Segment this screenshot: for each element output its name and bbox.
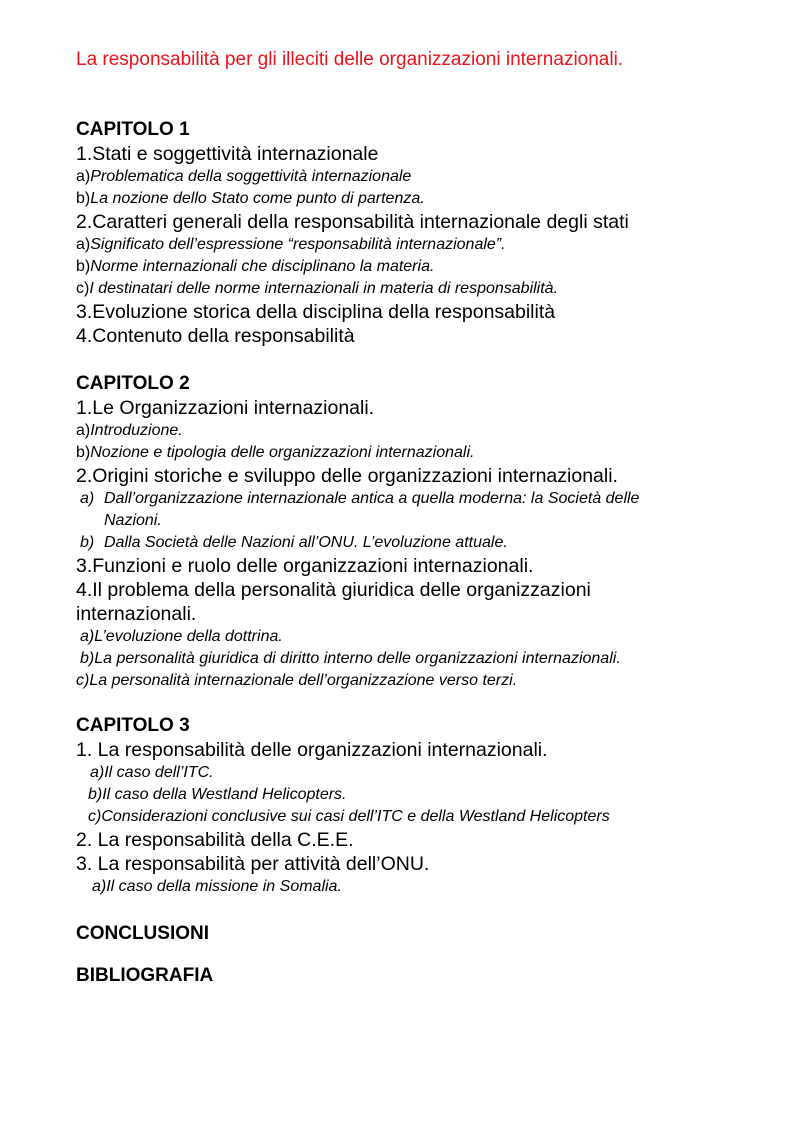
subsection-text: La nozione dello Stato come punto di partenza.: [90, 190, 425, 207]
bibliography-heading: BIBLIOGRAFIA: [76, 965, 214, 986]
subsection-item: [76, 256, 776, 278]
chapter-heading: CAPITOLO 3: [76, 715, 190, 736]
section-item: 3. La responsabilità per attività dell’ONU.: [76, 853, 430, 875]
section-item: 4.Il problema della personalità giuridica delle organizzazioni internazionali.: [76, 579, 591, 625]
subsection-text: b)La personalità giuridica di diritto interno delle organizzazioni internazionali.: [80, 650, 621, 667]
chapter-heading: CAPITOLO 1: [76, 119, 190, 140]
section-item: 4.Contenuto della responsabilità: [76, 325, 355, 347]
subsection-item: [76, 188, 776, 210]
subsection-text: Nozione e tipologia delle organizzazioni internazionali.: [90, 444, 475, 461]
subsection-text: a)Il caso della missione in Somalia.: [92, 878, 342, 895]
subsection-text: Norme internazionali che disciplinano la materia.: [90, 258, 435, 275]
conclusions-heading: CONCLUSIONI: [76, 923, 209, 944]
section-item: 3.Evoluzione storica della disciplina della responsabilità: [76, 301, 556, 323]
section-item: 1. La responsabilità delle organizzazioni internazionali.: [76, 739, 548, 761]
document-title: La responsabilità per gli illeciti delle organizzazioni internazionali.: [76, 49, 624, 70]
subsection-item: [76, 626, 776, 648]
subsection-letter: a): [76, 236, 91, 253]
subsection-text: c)La personalità internazionale dell’organizzazione verso terzi.: [76, 672, 518, 689]
section-item: 2.Caratteri generali della responsabilità internazionale degli stati: [76, 211, 629, 233]
subsection-letter: b): [76, 190, 91, 207]
subsection-text: c)Considerazioni conclusive sui casi dell’ITC e della Westland Helicopters: [88, 808, 610, 825]
subsection-text: Dalla Società delle Nazioni all’ONU. L’evoluzione attuale.: [104, 534, 508, 551]
subsection-letter: b): [76, 444, 91, 461]
subsection-letter: a): [76, 422, 91, 439]
chapter-2: [76, 372, 776, 692]
subsection-item: [76, 648, 776, 670]
section-item: 3.Funzioni e ruolo delle organizzazioni internazionali.: [76, 555, 534, 577]
subsection-item: [76, 278, 776, 300]
subsection-item: [76, 806, 776, 828]
subsection-letter: a): [80, 490, 95, 507]
table-of-contents: [76, 48, 776, 988]
subsection-text: I destinatari delle norme internazionali in materia di responsabilità.: [89, 280, 559, 297]
section-item: 1.Le Organizzazioni internazionali.: [76, 397, 375, 419]
subsection-item: [76, 234, 776, 256]
subsection-letter: a): [76, 168, 91, 185]
chapter-1: [76, 118, 776, 348]
subsection-text: Introduzione.: [90, 422, 183, 439]
subsection-item: [76, 784, 776, 806]
section-item: 2.Origini storiche e sviluppo delle organizzazioni internazionali.: [76, 465, 618, 487]
section-item: 2. La responsabilità della C.E.E.: [76, 829, 354, 851]
subsection-item: [76, 670, 776, 692]
subsection-text: Significato dell’espressione “responsabilità internazionale”.: [90, 236, 506, 253]
subsection-item: [76, 876, 776, 898]
subsection-text: a)Il caso dell’ITC.: [90, 764, 214, 781]
subsection-text: Problematica della soggettività internazionale: [90, 168, 412, 185]
subsection-item: [76, 420, 776, 442]
subsection-letter: c): [76, 280, 90, 297]
subsection-text: a)L’evoluzione della dottrina.: [80, 628, 283, 645]
section-item: 1.Stati e soggettività internazionale: [76, 143, 379, 165]
chapter-3: [76, 714, 776, 898]
subsection-letter: b): [76, 258, 91, 275]
subsection-item: [76, 166, 776, 188]
subsection-item: [76, 442, 776, 464]
subsection-text: Dall’organizzazione internazionale antica a quella moderna: la Società delle Nazioni.: [104, 490, 640, 529]
subsection-item: [76, 488, 776, 532]
subsection-letter: b): [80, 534, 95, 551]
subsection-item: [76, 532, 776, 554]
subsection-item: [76, 762, 776, 784]
chapter-heading: CAPITOLO 2: [76, 373, 190, 394]
subsection-text: b)Il caso della Westland Helicopters.: [88, 786, 347, 803]
